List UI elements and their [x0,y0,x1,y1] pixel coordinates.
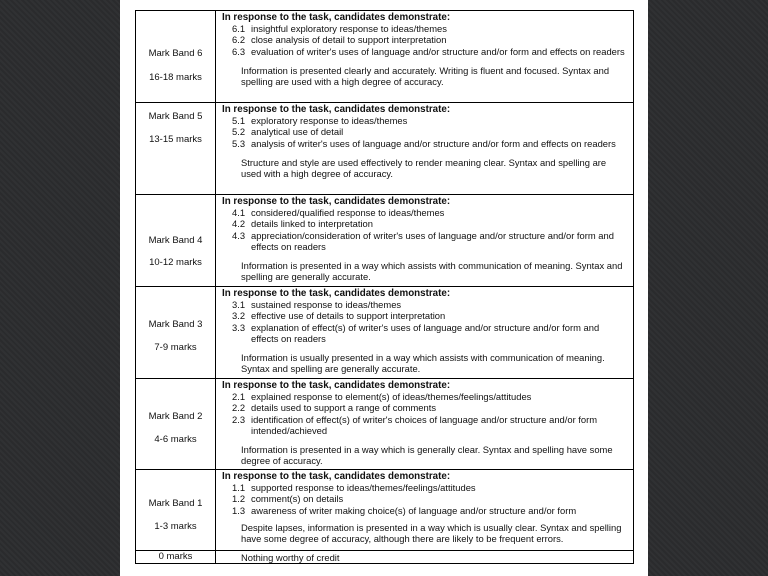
band-row-3 [136,287,633,379]
band-name: Mark Band 4 [148,235,203,246]
criterion: 6.1 insightful exploratory response to ideas/themes [232,23,447,35]
criterion: 4.3 appreciation/consideration of writer's uses of language and/or structure and/or form and effects on readers [232,229,614,252]
band-lead: In response to the task, candidates demonstrate: [222,12,451,23]
criterion: 1.1 supported response to ideas/themes/feelings/attitudes [232,482,476,494]
criterion: 3.1 sustained response to ideas/themes [232,299,402,311]
band-label-cell [136,11,216,102]
criterion: 6.3 evaluation of writer's uses of language and/or structure and/or form and effects on readers [232,45,625,57]
criterion: 3.2 effective use of details to support interpretation [232,310,446,322]
band-descriptor-cell [216,11,633,102]
band-summary: Despite lapses, information is presented in a way which is usually clear. Syntax and spelling have some degree of accuracy, although there are likely to be frequent errors. [241,521,622,545]
criterion: 2.3 identification of effect(s) of writer's choices of language and/or structure and/or form intended/achieved [232,413,598,436]
band-marks: 4-6 marks [154,434,197,445]
band-lead: In response to the task, candidates demonstrate: [222,288,451,299]
band-row-5 [136,103,633,195]
band-descriptor-cell [216,195,633,286]
band-row-2 [136,379,633,470]
band-name: Mark Band 6 [148,48,203,59]
band-label-cell [136,103,216,194]
band-name: Mark Band 3 [148,319,203,330]
criterion: 5.3 analysis of writer's uses of language and/or structure and/or form and effects on readers [232,137,616,149]
band-marks: 7-9 marks [154,342,197,353]
criterion: 2.2 details used to support a range of comments [232,402,437,414]
criterion: 5.2 analytical use of detail [232,126,344,138]
band-summary: Structure and style are used effectively to render meaning clear. Syntax and spelling are used with a high degree of accuracy. [241,156,607,180]
band-summary: Information is presented in a way which is generally clear. Syntax and spelling have some degree of accuracy. [241,444,613,467]
band-summary: Information is presented in a way which assists with communication of meaning. Syntax and spelling are generally accurate. [241,260,623,283]
band-marks: 13-15 marks [149,134,202,145]
band-name: Mark Band 1 [148,498,203,509]
criterion: 4.1 considered/qualified response to ideas/themes [232,207,445,219]
band-descriptor-cell [216,470,633,550]
criterion: 1.3 awareness of writer making choice(s) of language and/or structure and/or form [232,504,577,516]
criterion: 3.3 explanation of effect(s) of writer's uses of language and/or structure and/or form and effects on readers [232,321,600,344]
band-label-cell [136,287,216,378]
band-marks: 10-12 marks [149,257,202,268]
mark-scheme-table [135,10,634,564]
criterion: 2.1 explained response to element(s) of ideas/themes/feelings/attitudes [232,391,532,403]
band-label-cell [136,470,216,550]
zero-marks-cell: 0 marks [136,551,216,563]
band-descriptor-cell [216,287,633,378]
document-page [120,0,648,576]
band-lead: In response to the task, candidates demonstrate: [222,196,451,207]
band-descriptor-cell [216,103,633,194]
band-lead: In response to the task, candidates demonstrate: [222,380,451,391]
band-descriptor-cell [216,379,633,469]
band-name: Mark Band 5 [148,111,203,122]
criterion: 1.2 comment(s) on details [232,493,344,505]
band-marks: 1-3 marks [154,521,197,532]
band-row-4 [136,195,633,287]
band-summary: Information is presented clearly and accurately. Writing is fluent and focused. Syntax and spelling are used with a high degree of accuracy. [241,64,610,88]
criterion: 5.1 exploratory response to ideas/themes [232,115,408,127]
band-label-cell [136,195,216,286]
band-row-6 [136,11,633,103]
band-marks: 16-18 marks [149,72,202,83]
band-lead: In response to the task, candidates demonstrate: [222,104,451,115]
band-name: Mark Band 2 [148,411,203,422]
criterion: 6.2 close analysis of detail to support interpretation [232,34,447,46]
band-row-1 [136,470,633,551]
band-summary: Information is usually presented in a way which assists with communication of meaning. Syntax and spelling are generally accurate. [241,352,605,375]
band-label-cell [136,379,216,469]
band-row-0 [136,551,633,563]
band-lead: In response to the task, candidates demonstrate: [222,471,451,482]
criterion: 4.2 details linked to interpretation [232,218,373,230]
zero-marks-text: Nothing worthy of credit [241,552,340,563]
